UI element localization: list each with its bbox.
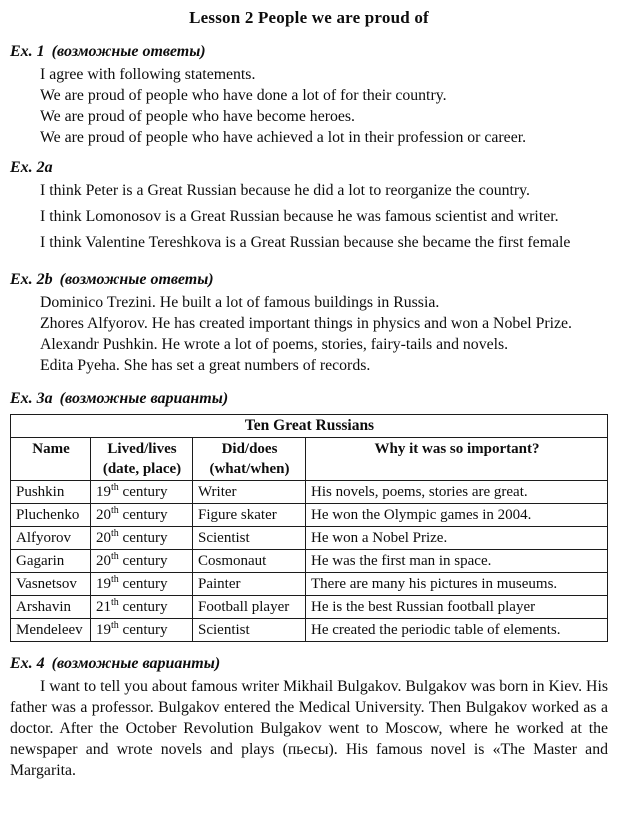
exercise-1-label: Ex. 1 [10,43,45,60]
exercise-3a-section [10,388,608,642]
exercise-4-paragraph: I want to tell you about famous writer Mikhail Bulgakov. Bulgakov was born in Kiev. His father was a professor. Bulgakov entered the Medical University. Then Bulgakov worked as a doctor. After the October Revolution Bulgakov went to Moscow, where he worked at the newspaper and wrote novels and plays (пьесы). His famous novel is «The Master and Margarita. [10,678,608,779]
cell-name: Gagarin [11,550,91,573]
cell-lived: 20th century [91,527,193,550]
column-header-did: Did/does (what/when) [193,438,306,481]
exercise-4-note: (возможные варианты) [51,655,221,672]
cell-lived: 20th century [91,550,193,573]
exercise-2b-note: (возможные ответы) [59,271,214,288]
exercise-4-section [10,653,608,781]
cell-why: He was the first man in space. [306,550,608,573]
exercise-1-line: We are proud of people who have done a lot of for their country. [40,87,447,104]
cell-did: Cosmonaut [193,550,306,573]
exercise-2a-label: Ex. 2a [10,159,53,176]
table-row [11,527,608,550]
cell-why: He is the best Russian football player [306,596,608,619]
cell-did: Figure skater [193,504,306,527]
table-row [11,619,608,642]
cell-why: He won a Nobel Prize. [306,527,608,550]
cell-lived: 19th century [91,619,193,642]
exercise-2b-section [10,269,608,376]
cell-name: Pushkin [11,481,91,504]
column-header-why: Why it was so important? [306,438,608,481]
cell-lived: 20th century [91,504,193,527]
ten-great-russians-table [10,414,608,642]
exercise-1-section [10,41,608,148]
cell-did: Scientist [193,527,306,550]
cell-lived: 19th century [91,481,193,504]
table-row [11,481,608,504]
cell-lived: 21th century [91,596,193,619]
column-header-lived: Lived/lives (date, place) [91,438,193,481]
cell-name: Arshavin [11,596,91,619]
lesson-title: Lesson 2 People we are proud of [189,8,429,27]
cell-name: Vasnetsov [11,573,91,596]
exercise-4-label: Ex. 4 [10,655,45,672]
exercise-2b-paragraph: Zhores Alfyorov. He has created important things in physics and won a Nobel Prize. [40,315,572,332]
table-title: Ten Great Russians [11,415,608,438]
exercise-2a-paragraph: I think Lomonosov is a Great Russian because he was famous scientist and writer. [40,208,559,225]
cell-lived: 19th century [91,573,193,596]
exercise-1-note: (возможные ответы) [51,43,206,60]
cell-why: He created the periodic table of elements. [306,619,608,642]
exercise-4-heading [10,653,608,674]
cell-did: Writer [193,481,306,504]
exercise-2b-paragraph: Alexandr Pushkin. He wrote a lot of poems, stories, fairy-tails and novels. [40,336,509,353]
exercise-2a-paragraph: I think Peter is a Great Russian because he did a lot to reorganize the country. [40,182,530,199]
cell-name: Pluchenko [11,504,91,527]
exercise-3a-heading [10,388,608,409]
exercise-1-line: We are proud of people who have achieved a lot in their profession or career. [40,129,527,146]
exercise-1-heading [10,41,608,62]
exercise-2a-heading [10,157,608,178]
exercise-3a-label: Ex. 3a [10,390,53,407]
exercise-2b-label: Ex. 2b [10,271,53,288]
cell-why: He won the Olympic games in 2004. [306,504,608,527]
table-header-row [11,438,608,481]
cell-did: Football player [193,596,306,619]
cell-name: Alfyorov [11,527,91,550]
exercise-2a-section [10,157,608,253]
exercise-1-line: We are proud of people who have become heroes. [40,108,355,125]
cell-why: There are many his pictures in museums. [306,573,608,596]
table-row [11,504,608,527]
table-title-row [11,415,608,438]
exercise-2b-paragraph: Dominico Trezini. He built a lot of famous buildings in Russia. [40,294,440,311]
cell-did: Scientist [193,619,306,642]
cell-did: Painter [193,573,306,596]
table-row [11,573,608,596]
cell-name: Mendeleev [11,619,91,642]
exercise-3a-note: (возможные варианты) [59,390,229,407]
exercise-2b-heading [10,269,608,290]
exercise-1-line: I agree with following statements. [40,66,256,83]
cell-why: His novels, poems, stories are great. [306,481,608,504]
table-row [11,596,608,619]
column-header-name: Name [11,438,91,481]
table-row [11,550,608,573]
exercise-2a-paragraph: I think Valentine Tereshkova is a Great Russian because she became the first female [40,234,571,251]
exercise-2b-paragraph: Edita Pyeha. She has set a great numbers of records. [40,357,371,374]
